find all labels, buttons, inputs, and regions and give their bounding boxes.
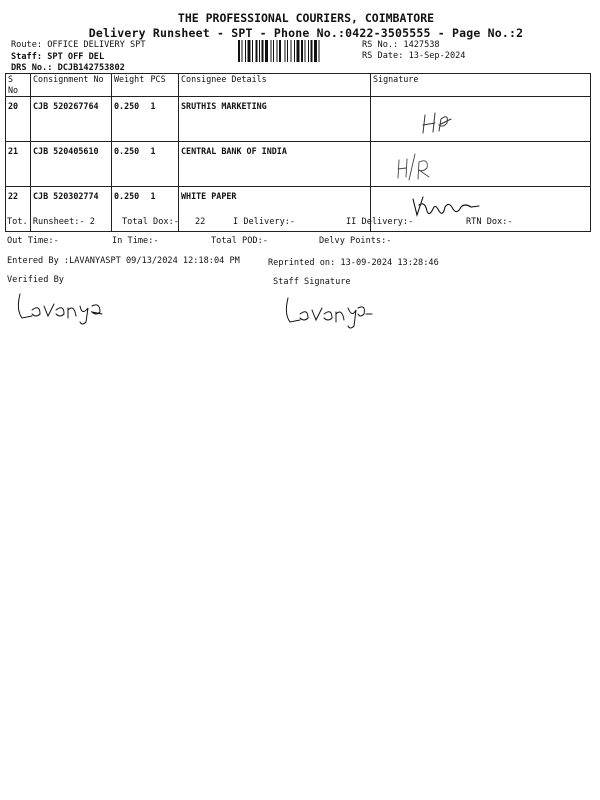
staff-label: Staff: SPT OFF DEL	[11, 52, 105, 62]
out-time: Out Time:-	[7, 236, 59, 246]
staff-signature-label: Staff Signature	[273, 277, 351, 287]
table-header-row	[6, 74, 591, 97]
table-row	[6, 142, 591, 187]
col-header-pcs: PCS	[149, 74, 179, 97]
row-weight: 0.250	[112, 142, 149, 187]
verified-by-label: Verified By	[7, 275, 64, 285]
row-pcs: 1	[149, 142, 179, 187]
rs-date: RS Date: 13-Sep-2024	[362, 51, 466, 61]
row-signature	[371, 142, 591, 187]
row-consignee: CENTRAL BANK OF INDIA	[179, 142, 371, 187]
row-pcs: 1	[149, 187, 179, 232]
row-pcs: 1	[149, 97, 179, 142]
drs-number: DRS No.: DCJB142753802	[11, 63, 125, 73]
delivery-points: Delvy Points:-	[319, 236, 392, 246]
col-header-consignment: Consignment No	[31, 74, 112, 97]
total-dox-value: 22	[195, 217, 206, 227]
company-title: THE PROFESSIONAL COURIERS, COIMBATORE	[177, 11, 435, 25]
signature-hr	[373, 101, 593, 141]
total-pod: Total POD:-	[211, 236, 268, 246]
total-runsheet: Tot. Runsheet:- 2	[7, 217, 95, 227]
verified-signature	[12, 288, 112, 328]
row-signature	[371, 97, 591, 142]
row-consignment: CJB 520267764	[31, 97, 112, 142]
entered-by: Entered By :LAVANYASPT 09/13/2024 12:18:04 PM	[7, 256, 240, 266]
route-label: Route: OFFICE DELIVERY SPT	[11, 40, 146, 50]
col-header-sno: S No	[6, 74, 31, 97]
in-time: In Time:-	[112, 236, 159, 246]
row-weight: 0.250	[112, 187, 149, 232]
reprinted-on: Reprinted on: 13-09-2024 13:28:46	[268, 258, 439, 268]
col-header-signature: Signature	[371, 74, 591, 97]
row-weight: 0.250	[112, 97, 149, 142]
return-dox: RTN Dox:-	[466, 217, 513, 227]
runsheet-table	[5, 73, 591, 232]
row-consignment: CJB 520405610	[31, 142, 112, 187]
signature-h-r	[373, 146, 593, 186]
col-header-weight: Weight	[112, 74, 149, 97]
staff-signature	[282, 292, 382, 332]
row-consignment: CJB 520302774	[31, 187, 112, 232]
total-dox-label: Total Dox:-	[122, 217, 179, 227]
col-header-consignee: Consignee Details	[179, 74, 371, 97]
second-delivery: II Delivery:-	[346, 217, 414, 227]
row-consignee: WHITE PAPER	[179, 187, 371, 232]
runsheet-heading: Delivery Runsheet - SPT - Phone No.:0422-3505555 - Page No.:2	[88, 26, 524, 40]
row-sno: 21	[6, 142, 31, 187]
rs-number: RS No.: 1427538	[362, 40, 440, 50]
table-row	[6, 97, 591, 142]
first-delivery: I Delivery:-	[233, 217, 296, 227]
row-consignee: SRUTHIS MARKETING	[179, 97, 371, 142]
row-sno: 20	[6, 97, 31, 142]
barcode-image	[238, 40, 351, 62]
row-sno: 22	[6, 187, 31, 232]
